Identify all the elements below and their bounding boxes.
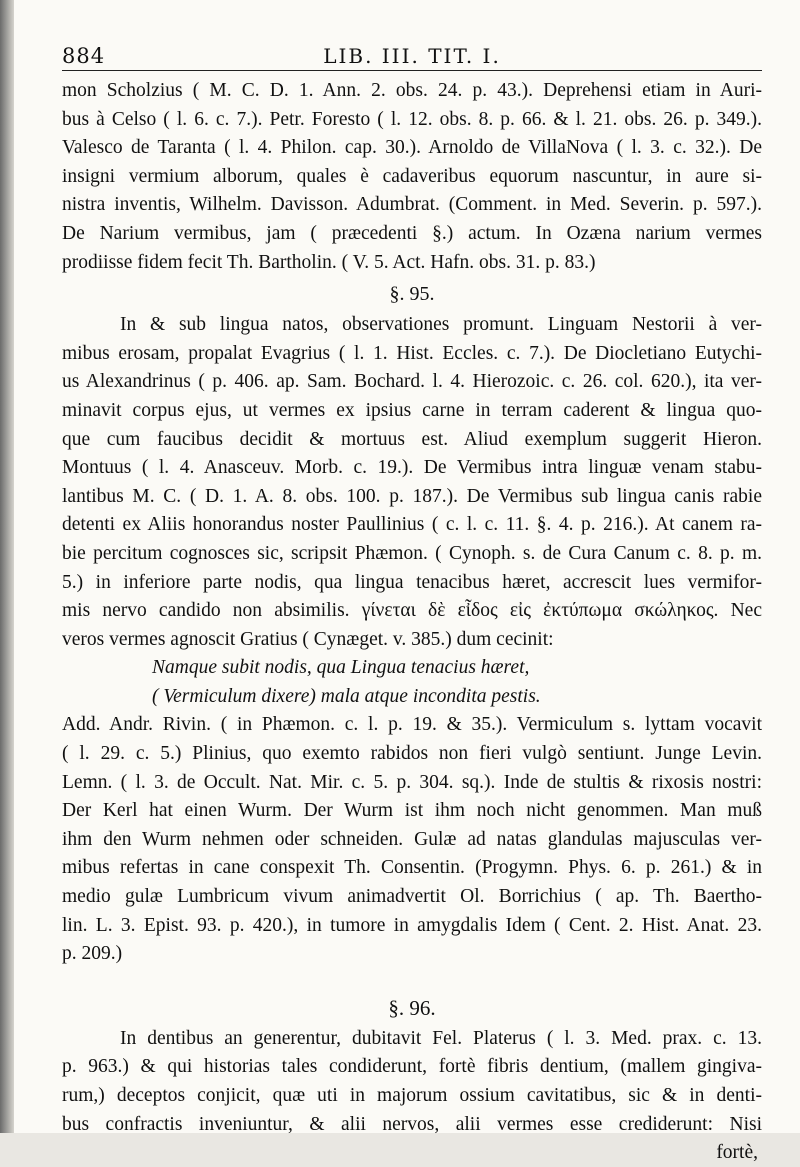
text-line: lantibus M. C. ( D. 1. A. 8. obs. 100. p. 187.). De Vermibus sub lingua canis rabie — [62, 485, 762, 507]
text-line: In & sub lingua natos, observationes promunt. Linguam Nestorii à ver- — [120, 314, 762, 336]
running-head: LIB. III. TIT. I. — [323, 44, 501, 68]
text-line: insigni vermium alborum, quales è cadaveribus equorum nascuntur, in aure si- — [62, 165, 762, 187]
verse-line: Namque subit nodis, qua Lingua tenacius hæret, — [152, 657, 530, 679]
section-96-body — [62, 1025, 762, 1167]
text-line: veros vermes agnoscit Gratius ( Cynæget. v. 385.) dum cecinit: — [62, 628, 554, 650]
book-spine-shadow — [0, 0, 14, 1133]
text-line: 5.) in inferiore parte nodis, qua lingua tenacibus hæret, accrescit lues vermifor- — [62, 571, 762, 593]
text-line: nistra inventis, Wilhelm. Davisson. Adumbrat. (Comment. in Med. Severin. p. 597.). — [62, 194, 762, 216]
text-line: Der Kerl hat einen Wurm. Der Wurm ist ihm noch nicht genommen. Man muß — [62, 800, 762, 822]
text-line: medio gulæ Lumbricum vivum animadvertit Ol. Borrichius ( ap. Th. Baertho- — [62, 886, 762, 908]
text-line: mis nervo candido non absimilis. γίνεται δὲ εἶδος εἰς ἐκτύπωμα σκώληκος. Nec — [62, 600, 762, 622]
text-line: Lemn. ( l. 3. de Occult. Nat. Mir. c. 5. p. 304. sq.). Inde de stultis & rixosis nostri: — [62, 771, 762, 793]
text-line: bus confractis inveniuntur, & alii nervos, alii vermes esse crediderunt: Nisi — [62, 1113, 762, 1135]
text-line: In dentibus an generentur, dubitavit Fel. Platerus ( l. 3. Med. prax. c. 13. — [120, 1027, 762, 1049]
section-gap — [62, 969, 762, 991]
section-95-body — [62, 311, 762, 969]
text-line: De Narium vermibus, jam ( præcedenti §.) actum. In Ozæna narium vermes — [62, 222, 762, 244]
text-line: us Alexandrinus ( p. 406. ap. Sam. Bochard. l. 4. Hierozoic. c. 26. col. 620.), ita ver- — [62, 371, 762, 393]
page-number: 884 — [62, 44, 106, 68]
text-line: detenti ex Aliis honorandus noster Paullinius ( c. l. c. 11. §. 4. p. 216.). At canem ra- — [62, 514, 762, 536]
text-line: prodiisse fidem fecit Th. Bartholin. ( V. 5. Act. Hafn. obs. 31. p. 83.) — [62, 251, 596, 273]
text-line: p. 963.) & qui historias tales condiderunt, fortè fibris dentium, (mallem gingiva- — [62, 1056, 762, 1078]
text-line: Montuus ( l. 4. Anasceuv. Morb. c. 19.). De Vermibus intra linguæ venam stabu- — [62, 457, 762, 479]
text-line: bus à Celso ( l. 6. c. 7.). Petr. Foresto ( l. 12. obs. 8. p. 66. & l. 21. obs. 26. p. 349.). — [62, 108, 762, 130]
continued-paragraph — [62, 77, 762, 277]
text-line: ( l. 29. c. 5.) Plinius, quo exemto rabidos non fieri vulgò sentiunt. Junge Levin. — [62, 743, 762, 765]
text-line: minavit corpus ejus, ut vermes ex ipsius carne in terram caderent & lingua quo- — [62, 399, 762, 421]
text-line: Add. Andr. Rivin. ( in Phæmon. c. l. p. 19. & 35.). Vermiculum s. lyttam vocavit — [62, 714, 762, 736]
text-line: lin. L. 3. Epist. 93. p. 420.), in tumore in amygdalis Idem ( Cent. 2. Hist. Anat. 23. — [62, 914, 762, 936]
section-heading-95: §. 95. — [389, 283, 435, 306]
text-line: bie percitum cognosces sic, scripsit Phæmon. ( Cynoph. s. de Cura Canum c. 8. p. m. — [62, 542, 762, 564]
verse-line: ( Vermiculum dixere) mala atque incondita pestis. — [152, 685, 541, 707]
page-header — [62, 40, 762, 71]
text-line: mon Scholzius ( M. C. D. 1. Ann. 2. obs. 24. p. 43.). Deprehensi etiam in Auri- — [62, 80, 762, 101]
text-line: Valesco de Taranta ( l. 4. Philon. cap. 30.). Arnoldo de VillaNova ( l. 3. c. 32.). De — [62, 137, 762, 159]
section-heading-96: §. 96. — [388, 995, 436, 1020]
catchword: fortè, — [716, 1142, 758, 1164]
text-line: p. 209.) — [62, 943, 123, 965]
text-line: rum,) deceptos conjicit, quæ uti in majorum ossium cavitatibus, sic & in denti- — [62, 1085, 762, 1106]
text-line: ihm den Wurm nehmen oder schneiden. Gulæ ad natas glandulas majusculas ver- — [62, 828, 762, 850]
text-line: que cum faucibus decidit & mortuus est. Aliud exemplum suggerit Hieron. — [62, 428, 762, 450]
text-line: mibus erosam, propalat Evagrius ( l. 1. Hist. Eccles. c. 7.). De Diocletiano Eutychi- — [62, 342, 762, 364]
text-line: mibus refertas in cane conspexit Th. Consentin. (Progymn. Phys. 6. p. 261.) & in — [62, 857, 762, 879]
